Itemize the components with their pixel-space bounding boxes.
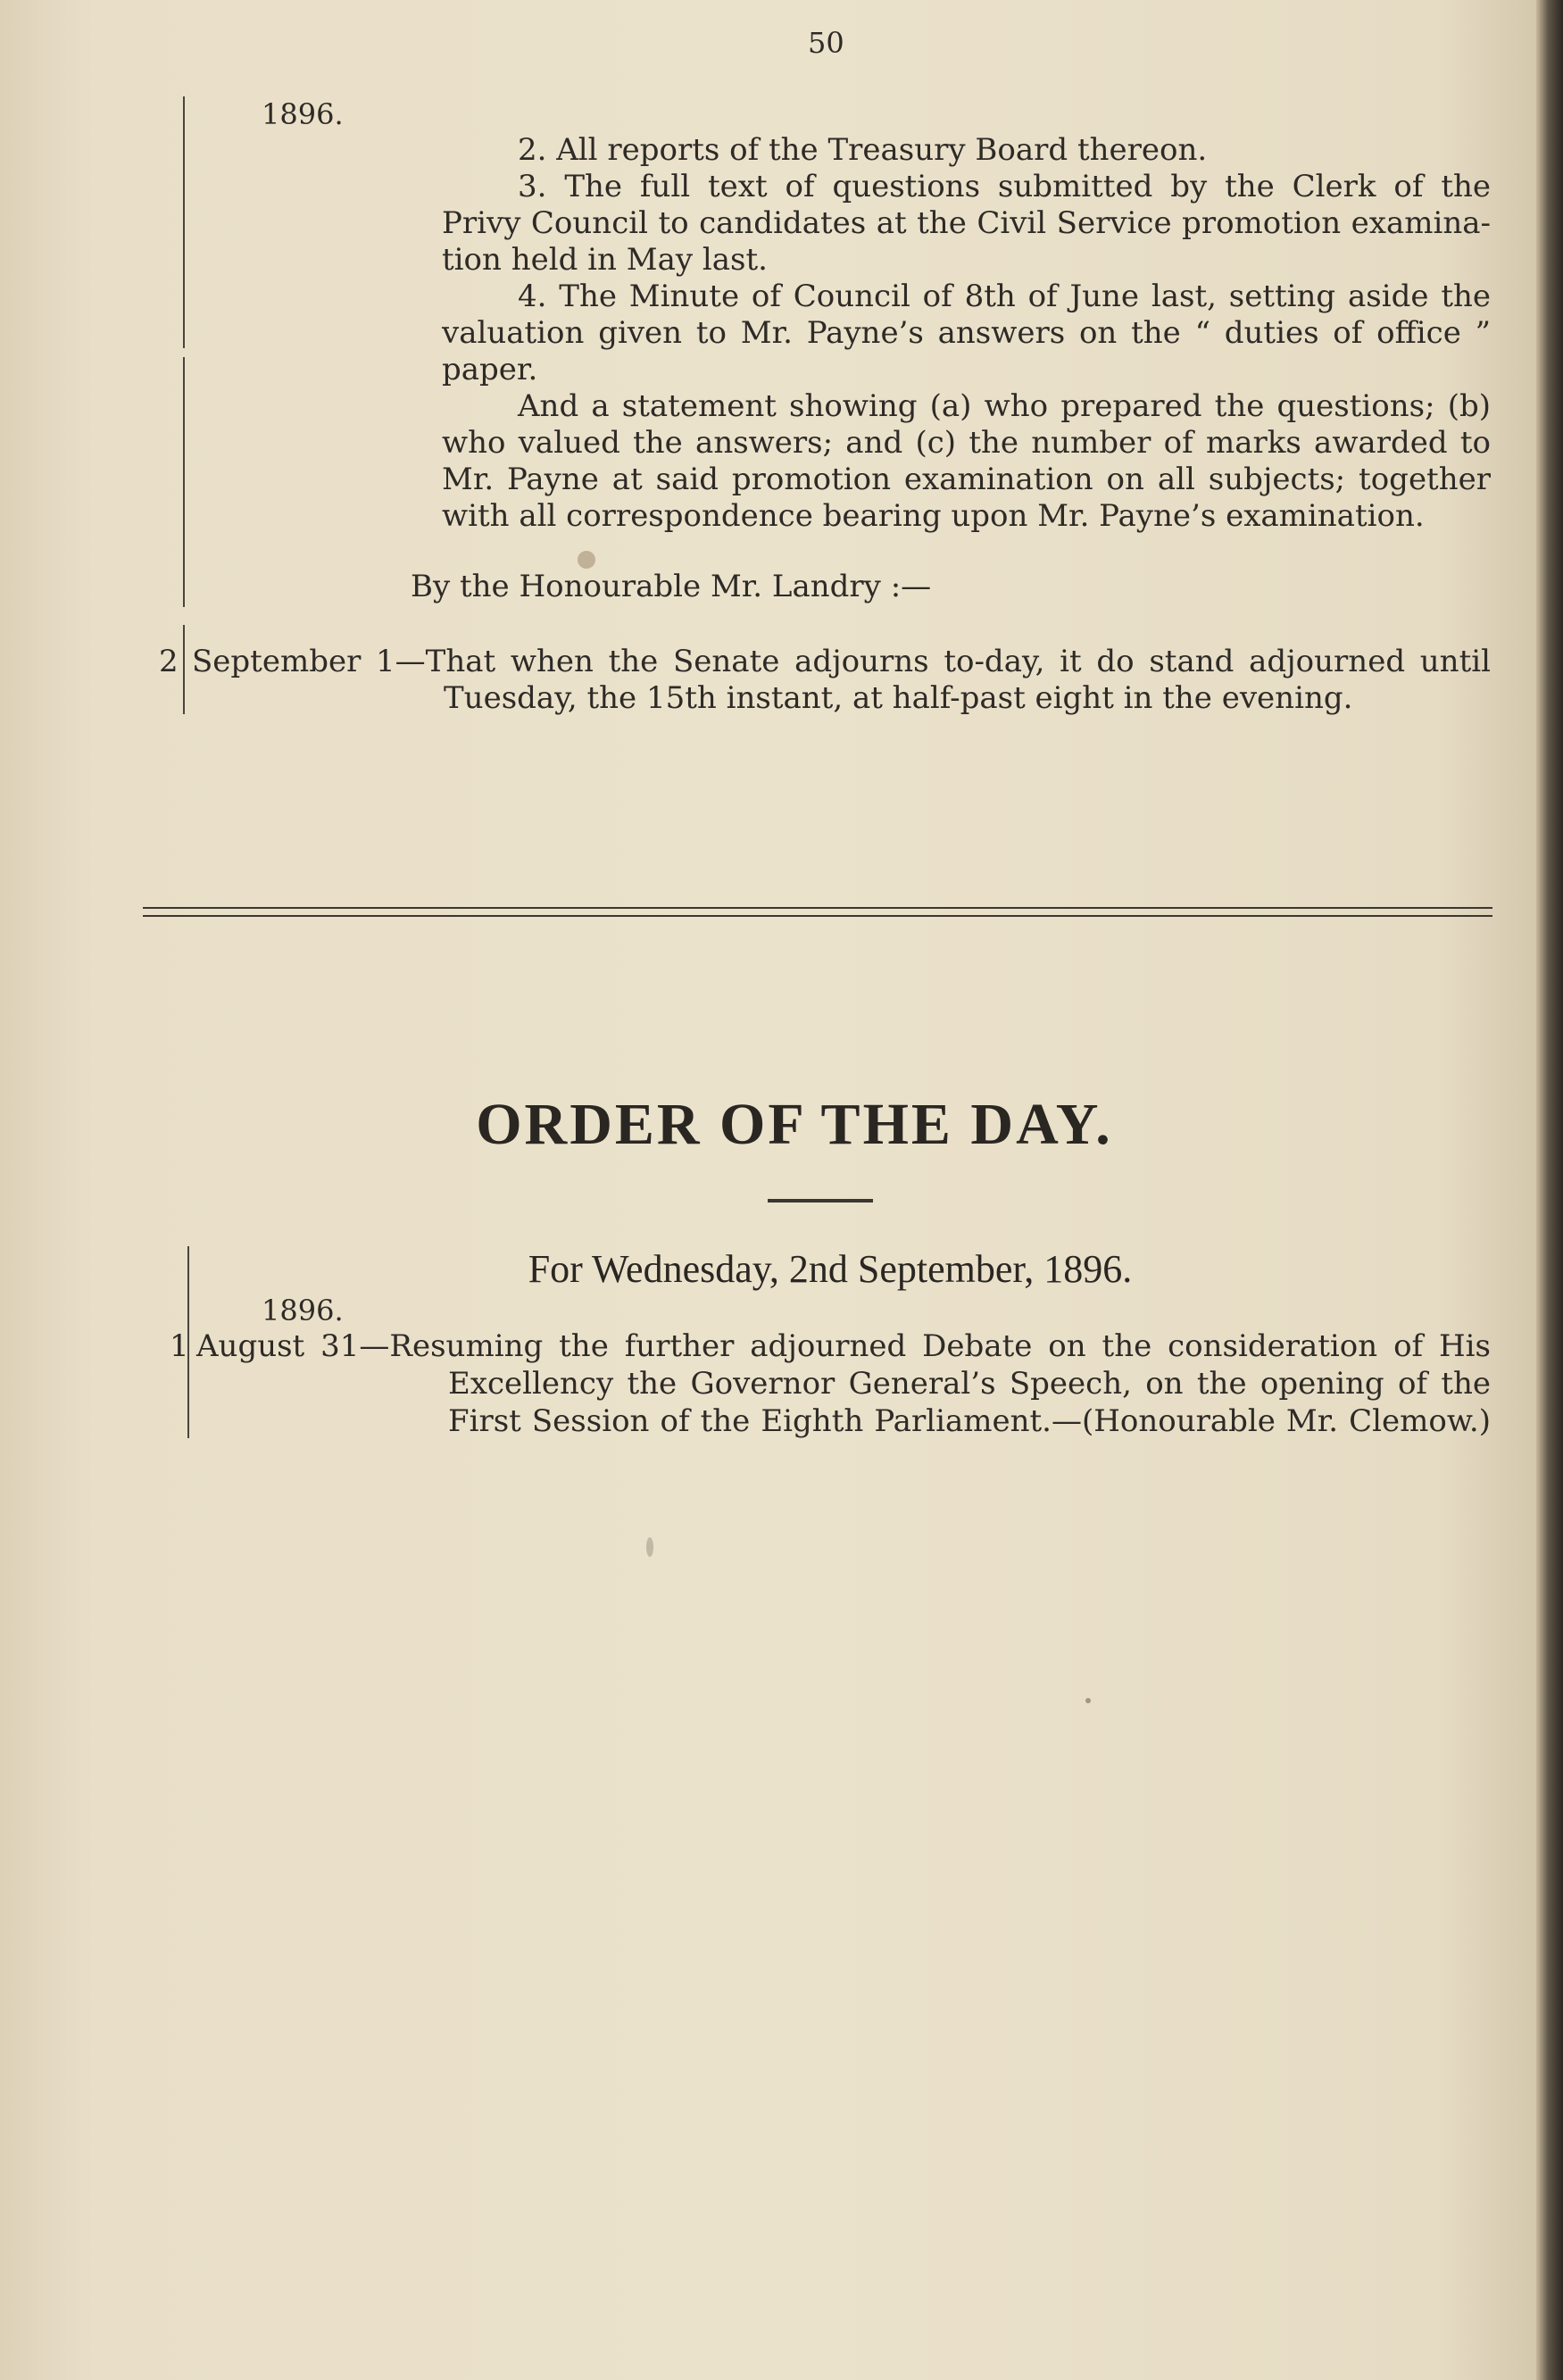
statement-line: And a statement showing (a) who prepared the questions; (b) — [518, 388, 1491, 424]
year-label: 1896. — [262, 1294, 344, 1327]
return-item-3-line: tion held in May last. — [442, 242, 768, 278]
margin-rule — [183, 96, 185, 348]
order-number: 1 — [170, 1328, 189, 1364]
page-number: 50 — [808, 26, 844, 60]
order-date: For Wednesday, 2nd September, 1896. — [528, 1247, 1133, 1291]
statement-line: who valued the answers; and (c) the number of marks awarded to — [442, 425, 1491, 461]
order-item-line: First Session of the Eighth Parliament.—(Honourable Mr. Clemow.) — [448, 1403, 1491, 1439]
separator-rule — [143, 915, 1492, 917]
return-item-4-line: paper. — [442, 352, 538, 387]
separator-rule — [143, 907, 1492, 909]
statement-line: Mr. Payne at said promotion examination on all subjects; together — [442, 462, 1491, 497]
return-item-4-line: valuation given to Mr. Payne’s answers on the “ duties of office ” — [442, 315, 1491, 351]
return-item-3-line: 3. The full text of questions submitted by the Clerk of the — [518, 169, 1491, 204]
mover-line: By the Honourable Mr. Landry :— — [411, 569, 932, 604]
heading-rule — [768, 1199, 873, 1202]
return-item-2: 2. All reports of the Treasury Board thereon. — [518, 132, 1208, 168]
book-spine-shadow — [1536, 0, 1563, 2380]
section-heading: ORDER OF THE DAY. — [476, 1092, 1113, 1157]
motion-line: September 1—That when the Senate adjourns to-day, it do stand adjourned until — [192, 644, 1491, 679]
paper-speck — [1085, 1698, 1091, 1703]
order-item-line: Excellency the Governor General’s Speech, on the opening of the — [448, 1366, 1491, 1402]
ink-blot — [578, 551, 595, 569]
return-item-4-line: 4. The Minute of Council of 8th of June last, setting aside the — [518, 279, 1491, 314]
motion-number: 2 — [159, 644, 179, 679]
year-label: 1896. — [262, 97, 344, 131]
order-item-line: August 31—Resuming the further adjourned Debate on the consideration of His — [196, 1328, 1491, 1364]
margin-rule — [183, 625, 185, 714]
return-item-3-line: Privy Council to candidates at the Civil Service promotion examina- — [442, 205, 1491, 241]
margin-rule — [183, 357, 185, 607]
paper-speck — [646, 1537, 653, 1557]
motion-line: Tuesday, the 15th instant, at half-past eight in the evening. — [444, 680, 1353, 716]
statement-line: with all correspondence bearing upon Mr. Payne’s examination. — [442, 498, 1425, 534]
